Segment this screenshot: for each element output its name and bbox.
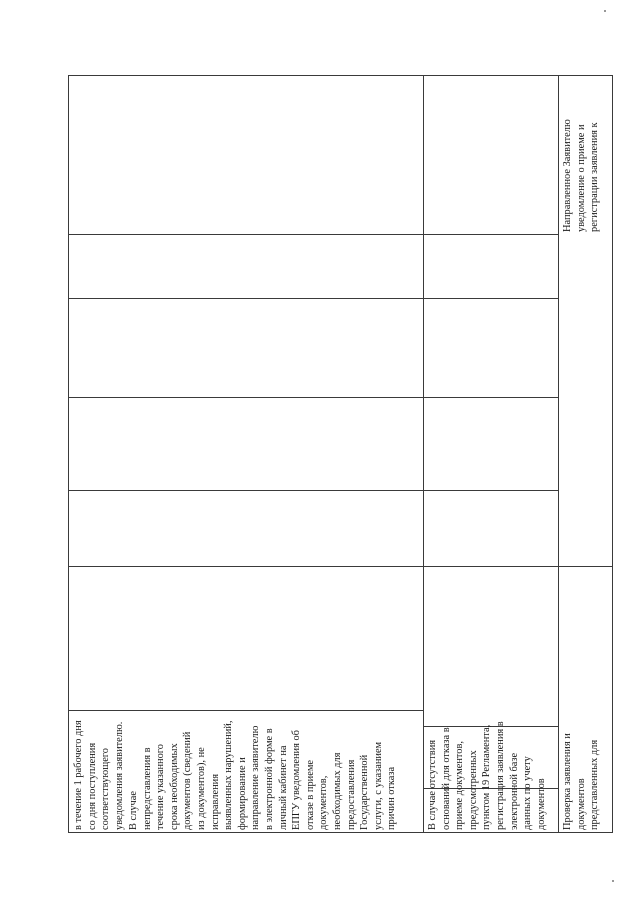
row-divider-4 bbox=[68, 490, 558, 491]
table-border-right bbox=[612, 75, 613, 833]
cell-text-deadline-notice: в течение 1 рабочего дня со дня поступления соответствующего уведомления заявителю. bbox=[73, 720, 125, 830]
row-divider-2 bbox=[68, 298, 558, 299]
col-divider-1 bbox=[423, 75, 424, 833]
cell-text-refusal-conditions: В случае непредставления в течение указанного срока необходимых документов (сведений из документов), не исправления выявленных нарушений, формирование и направление заявителю в электронной форме в личный кабинет на ЕПГУ уведомления об отказе в приеме документов, необходимых для предоставления Государственной услуги, с указанием причин отказа bbox=[128, 720, 398, 830]
cell-text-registration: В случае отсутствия оснований для отказа в приеме документов, предусмотренных пунктом 19 Регламента, регистрация заявления в электронной базе данных по учету документов bbox=[427, 721, 547, 830]
cell-text-result: Направленное Заявителю уведомление о приеме и регистрации заявления к bbox=[562, 119, 601, 232]
cell-divider-a bbox=[68, 710, 423, 711]
scan-mark bbox=[612, 880, 614, 882]
row-divider-5 bbox=[68, 566, 613, 567]
col-divider-2 bbox=[558, 75, 559, 833]
table-border-left bbox=[68, 75, 69, 833]
row-divider-1 bbox=[68, 234, 558, 235]
scan-mark bbox=[604, 10, 606, 12]
row-divider-3 bbox=[68, 397, 558, 398]
table-border-bottom bbox=[68, 832, 613, 833]
cell-text-verification: Проверка заявления и документов представленных для bbox=[562, 733, 601, 830]
table-border-top bbox=[68, 75, 613, 76]
